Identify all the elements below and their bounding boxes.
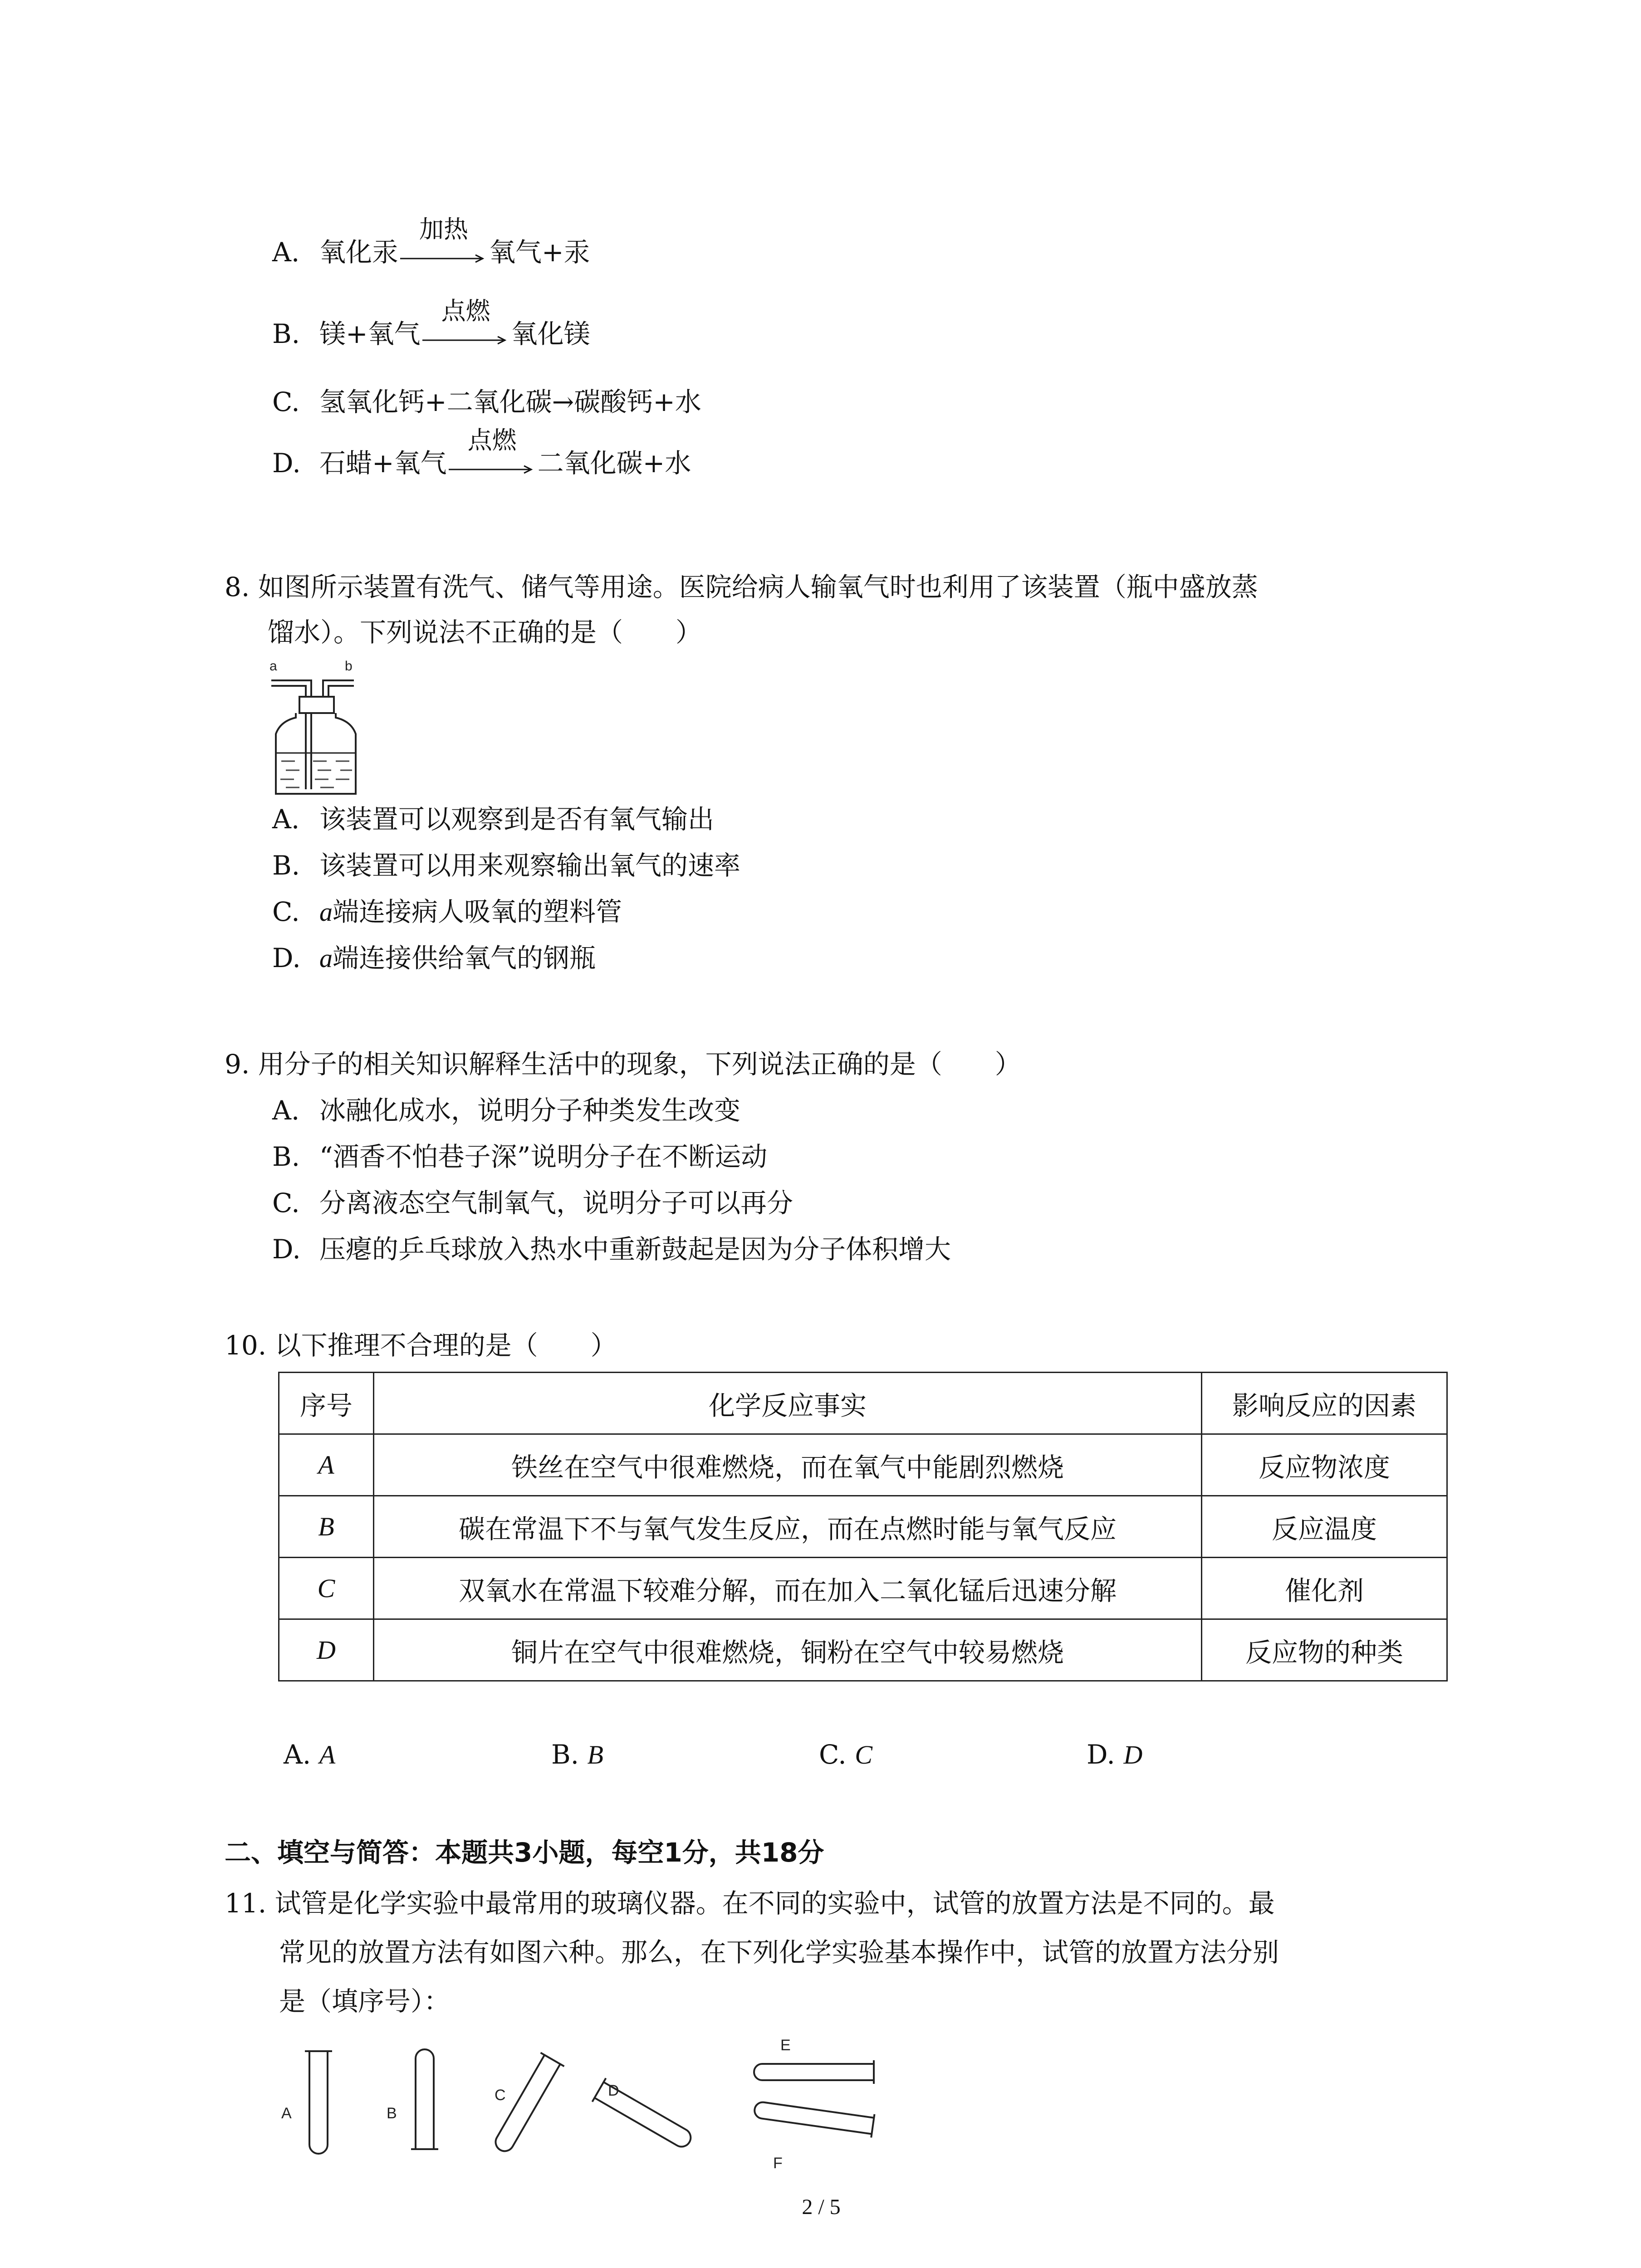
section-title: 二、填空与简答：本题共3小题，每空1分，共18分 [225, 1837, 824, 1868]
tube-a-label: a [269, 659, 277, 674]
choice-value: B [587, 1740, 603, 1769]
q9-option-a [272, 1094, 740, 1127]
q10-stem: 10. 以下推理不合理的是（ ） [225, 1330, 617, 1361]
q7-option-b [272, 297, 590, 350]
tube-c [489, 2053, 564, 2156]
reaction-condition: 点燃 [441, 297, 490, 325]
choice-label: D. [1087, 1739, 1115, 1770]
row-fact: 双氧水在常温下较难分解，而在加入二氧化锰后迅速分解 [374, 1558, 1202, 1619]
row-fact: 铁丝在空气中很难燃烧，而在氧气中能剧烈燃烧 [374, 1434, 1202, 1496]
q10-choice-a [284, 1738, 335, 1771]
reactant-text: 镁+氧气 [319, 318, 421, 349]
tube-b [416, 2049, 434, 2149]
q8-option-d [272, 942, 596, 975]
choice-label: A. [284, 1739, 311, 1770]
product-text: 氧气+汞 [489, 237, 590, 268]
product-text: 二氧化碳+水 [537, 448, 691, 479]
q7-option-a [272, 215, 590, 269]
page-number: 2 / 5 [802, 2195, 841, 2219]
q9-option-b [272, 1140, 767, 1173]
header-factor: 影响反应的因素 [1202, 1373, 1447, 1434]
reactant-text: 石蜡+氧气 [319, 448, 447, 479]
variable-a: a [319, 943, 333, 973]
option-text: “酒香不怕巷子深”说明分子在不断运动 [319, 1141, 768, 1172]
table-row [279, 1558, 1447, 1619]
option-text: 分离液态空气制氧气，说明分子可以再分 [319, 1188, 794, 1218]
choice-label: B. [551, 1739, 579, 1770]
q11-line3: 是（填序号）： [279, 1986, 451, 2017]
option-text: 该装置可以用来观察输出氧气的速率 [319, 850, 741, 881]
q10-choice-c [819, 1738, 872, 1771]
reaction-condition: 点燃 [467, 426, 517, 455]
option-text: 端连接病人吸氧的塑料管 [333, 896, 622, 927]
row-factor: 反应温度 [1202, 1496, 1447, 1558]
q7-option-c [272, 386, 701, 418]
option-label: C. [272, 386, 300, 417]
header-index: 序号 [279, 1373, 374, 1434]
tube-label-d: D [608, 2082, 619, 2099]
q11-line1: 11. 试管是化学实验中最常用的玻璃仪器。在不同的实验中，试管的放置方法是不同的。最 [225, 1888, 1275, 1919]
table-header-row [279, 1373, 1447, 1434]
reaction-condition: 加热 [419, 215, 469, 244]
option-label: C. [272, 896, 300, 927]
option-label: A. [272, 237, 300, 268]
option-text: 端连接供给氧气的钢瓶 [333, 943, 596, 973]
reactant-text: 氧化汞 [319, 237, 399, 268]
row-index: C [279, 1558, 374, 1619]
q7-option-d [272, 426, 691, 479]
option-label: C. [272, 1188, 300, 1218]
q10-choice-d [1087, 1738, 1142, 1771]
row-fact: 碳在常温下不与氧气发生反应，而在点燃时能与氧气反应 [374, 1496, 1202, 1558]
test-tube-positions-figure [272, 2032, 907, 2177]
tube-b-label: b [345, 659, 353, 674]
option-label: A. [272, 804, 300, 835]
q9-option-c [272, 1187, 793, 1219]
row-factor: 反应物浓度 [1202, 1434, 1447, 1496]
choice-value: A [319, 1740, 336, 1769]
row-fact: 铜片在空气中很难燃烧，铜粉在空气中较易燃烧 [374, 1619, 1202, 1681]
variable-a: a [319, 897, 333, 927]
q8-stem-line2: 馏水）。下列说法不正确的是（ ） [268, 617, 702, 648]
option-label: D. [272, 943, 301, 973]
arrow-icon [422, 336, 509, 345]
reaction-facts-table [278, 1372, 1448, 1681]
row-index: D [279, 1619, 374, 1681]
table-row [279, 1434, 1447, 1496]
reaction-arrow [447, 426, 538, 479]
q8-option-b [272, 849, 740, 882]
arrow-icon [449, 465, 536, 474]
q8-option-c [272, 895, 622, 929]
q11-line2: 常见的放置方法有如图六种。那么，在下列化学实验基本操作中，试管的放置方法分别 [279, 1937, 1279, 1968]
tube-label-a: A [281, 2105, 292, 2122]
option-label: D. [272, 1234, 301, 1265]
q9-option-d [272, 1233, 951, 1266]
table-row [279, 1496, 1447, 1558]
gas-washing-bottle-figure [268, 658, 363, 803]
tube-label-e: E [780, 2037, 791, 2054]
choice-value: C [855, 1740, 872, 1769]
tube-label-b: B [387, 2105, 397, 2122]
tube-label-f: F [773, 2155, 783, 2172]
table-row [279, 1619, 1447, 1681]
q9-stem: 9. 用分子的相关知识解释生活中的现象，下列说法正确的是（ ） [225, 1049, 1021, 1080]
q10-choice-b [551, 1738, 603, 1771]
reaction-arrow [398, 215, 489, 269]
option-label: D. [272, 448, 301, 479]
option-label: B. [272, 1141, 300, 1172]
arrow-icon [400, 254, 487, 263]
equation-text: 氢氧化钙+二氧化碳→碳酸钙+水 [319, 386, 701, 417]
q8-stem-line1: 8. 如图所示装置有洗气、储气等用途。医院给病人输氧气时也利用了该装置（瓶中盛放蒸 [225, 572, 1258, 602]
tube-a [309, 2051, 328, 2154]
reaction-arrow [421, 297, 511, 350]
tube-e [754, 2064, 874, 2080]
option-label: B. [272, 850, 300, 881]
row-index: A [279, 1434, 374, 1496]
choice-label: C. [819, 1739, 847, 1770]
option-label: A. [272, 1095, 300, 1126]
option-text: 压瘪的乒乓球放入热水中重新鼓起是因为分子体积增大 [319, 1234, 951, 1265]
q8-option-a [272, 803, 714, 836]
header-fact: 化学反应事实 [374, 1373, 1202, 1434]
tube-f [753, 2097, 875, 2137]
choice-value: D [1123, 1740, 1143, 1769]
option-text: 该装置可以观察到是否有氧气输出 [319, 804, 715, 835]
option-text: 冰融化成水，说明分子种类发生改变 [319, 1095, 741, 1126]
row-factor: 催化剂 [1202, 1558, 1447, 1619]
row-factor: 反应物的种类 [1202, 1619, 1447, 1681]
row-index: B [279, 1496, 374, 1558]
product-text: 氧化镁 [511, 318, 590, 349]
tube-label-c: C [495, 2087, 506, 2104]
option-label: B. [272, 318, 300, 349]
